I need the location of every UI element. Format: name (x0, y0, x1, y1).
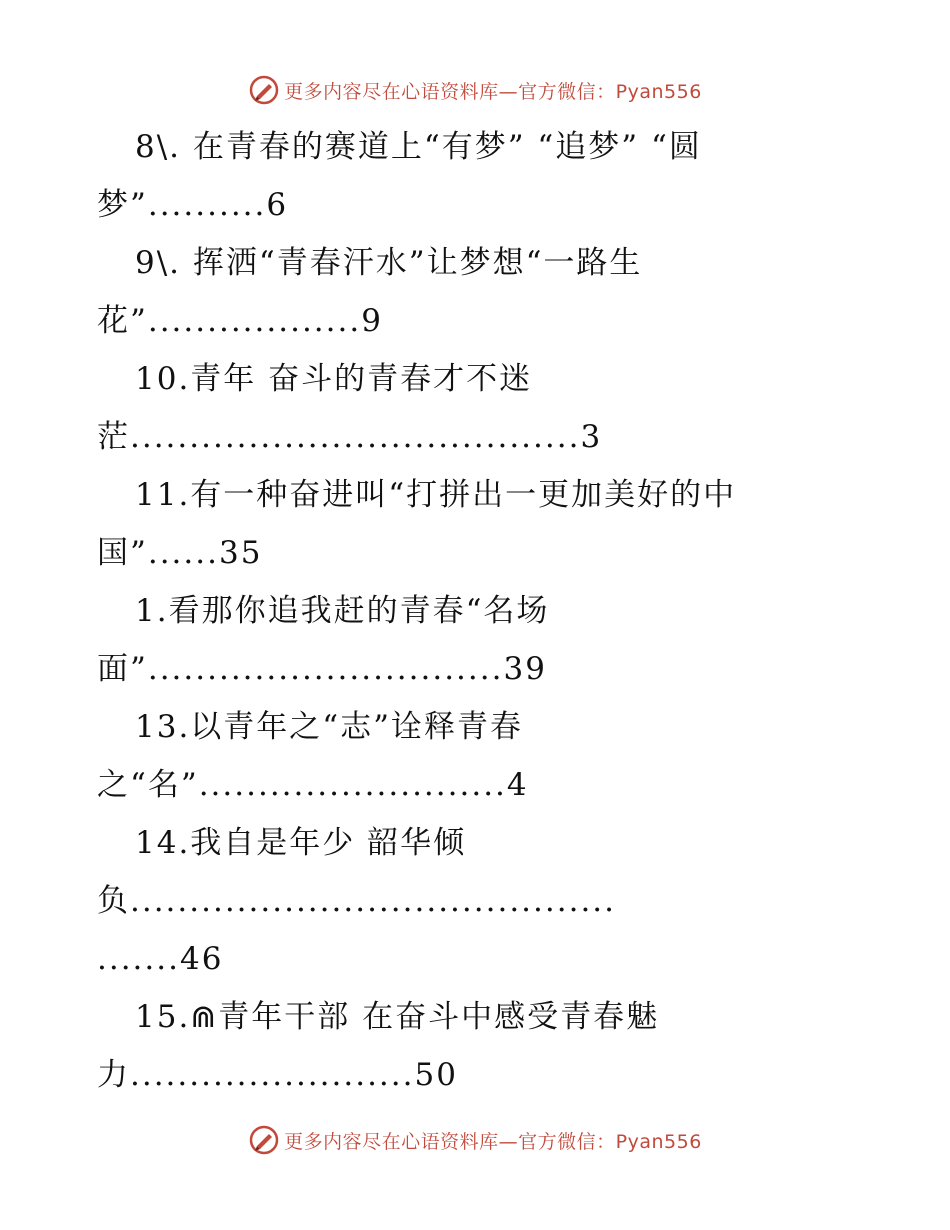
toc-line: 10.青年 奋斗的青春才不迷 (135, 361, 533, 397)
pen-logo-icon (248, 1124, 280, 1156)
toc-line: 9\. 挥洒“青春汗水”让梦想“一路生 (135, 245, 643, 281)
toc-line: 14.我自是年少 韶华倾 (135, 825, 467, 861)
toc-line: 国”......35 (97, 535, 263, 571)
toc-line: 之“名”..........................4 (97, 767, 529, 803)
toc-line: 花”..................9 (97, 303, 383, 339)
toc-line: 1.看那你追我赶的青春“名场 (135, 593, 550, 629)
toc-line: 茫......................................3 (97, 419, 603, 455)
watermark-text: 更多内容尽在心语资料库—官方微信：Pyan556 (284, 1130, 702, 1153)
watermark-text: 更多内容尽在心语资料库—官方微信：Pyan556 (284, 80, 702, 103)
pen-logo-icon (248, 74, 280, 106)
table-of-contents (97, 118, 857, 1104)
toc-line: 8\. 在青春的赛道上“有梦” “追梦” “圆 (135, 129, 702, 165)
watermark-banner-bottom (0, 1120, 950, 1160)
toc-line: 13.以青年之“志”诠释青春 (135, 709, 523, 745)
toc-line: 力........................50 (97, 1057, 458, 1093)
toc-line: 11.有一种奋进叫“打拼出一更加美好的中 (135, 477, 737, 513)
toc-line: 负......................................... (97, 883, 617, 919)
toc-line: 梦”..........6 (97, 187, 289, 223)
toc-line: 面”..............................39 (97, 651, 547, 687)
watermark-banner-top (0, 70, 950, 110)
toc-line: .......46 (97, 941, 224, 977)
toc-line: 15.⋒青年干部 在奋斗中感受青春魅 (135, 999, 660, 1035)
